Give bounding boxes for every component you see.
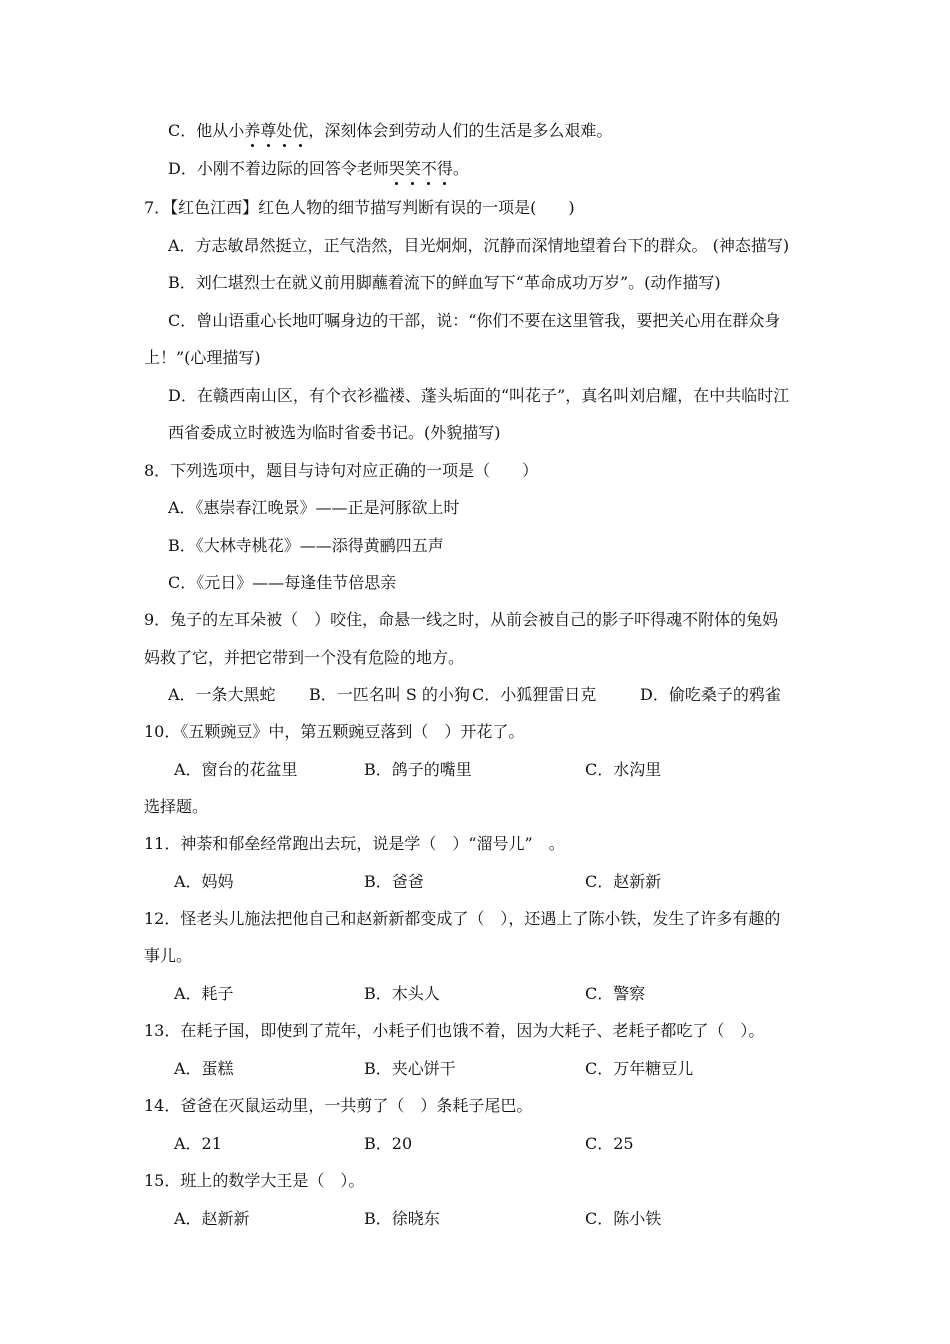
q9-options [0,685,950,705]
q14-stem: 14．爸爸在灭鼠运动里，一共剪了（ ）条耗子尾巴。 [144,1096,533,1115]
q10-option-a: A．窗台的花盆里 [174,760,298,779]
q9-stem-line2: 妈救了它，并把它带到一个没有危险的地方。 [144,648,465,667]
q14-options [0,1134,950,1154]
q15-option-a: A．赵新新 [174,1209,250,1228]
emphasis-char: 尊 [260,121,277,140]
q6-option-c-prefix: C．他从小 [168,121,245,140]
q8-option-b: B．《大林寺桃花》——添得黄鹂四五声 [168,536,444,555]
q8-option-c: C．《元日》——每逢佳节倍思亲 [168,573,397,592]
emphasis-char: 优 [292,121,309,140]
q6-option-d-suffix: 。 [452,159,469,178]
emphasis-char: 笑 [404,159,421,178]
q13-option-b: B．夹心饼干 [364,1059,456,1078]
q11-options [0,872,950,892]
q11-stem: 11．神荼和郁垒经常跑出去玩，说是学（ ）“溜号儿” 。 [144,834,565,853]
q13-option-a: A．蛋糕 [174,1059,234,1078]
q14-option-a: A．21 [174,1134,222,1153]
q7-option-c-line2: 上！”(心理描写) [144,348,261,367]
q11-option-a: A．妈妈 [174,872,234,891]
q9-stem-line1: 9．兔子的左耳朵被（ ）咬住，命悬一线之时，从前会被自己的影子吓得魂不附体的兔妈 [144,610,779,629]
q12-option-c: C．警察 [585,984,646,1003]
q7-option-d-line1: D．在赣西南山区，有个衣衫褴褛、蓬头垢面的“叫花子”，真名叫刘启耀，在中共临时江 [168,386,790,405]
q6-option-d [168,159,469,179]
q10-options [0,760,950,780]
q10-stem: 10．《五颗豌豆》中，第五颗豌豆落到（ ）开花了。 [144,722,525,741]
q10-option-b: B．鸽子的嘴里 [364,760,472,779]
q13-options [0,1059,950,1079]
q7-option-b: B．刘仁堪烈士在就义前用脚蘸着流下的鲜血写下“革命成功万岁”。(动作描写) [168,273,721,292]
q9-option-b: B．一匹名叫 S 的小狗 [309,685,470,704]
q6-option-c [168,121,612,141]
q10-option-c: C．水沟里 [585,760,662,779]
q12-stem-line2: 事儿。 [144,946,193,965]
q7-option-a: A．方志敏昂然挺立，正气浩然，目光炯炯，沉静而深情地望着台下的群众。 (神态描写) [168,236,790,255]
emphasis-char: 养 [244,121,261,140]
emphasis-char: 处 [276,121,293,140]
q9-option-c: C．小狐狸雷日克 [472,685,597,704]
q13-stem: 13．在耗子国，即使到了荒年，小耗子们也饿不着，因为大耗子、老耗子都吃了（ ）。 [144,1021,765,1040]
q8-option-a: A．《惠崇春江晚景》——正是河豚欲上时 [168,498,460,517]
section-title: 选择题。 [144,797,209,816]
q7-option-d-line2: 西省委成立时被选为临时省委书记。(外貌描写) [168,423,501,442]
q14-option-b: B．20 [364,1134,413,1153]
q12-option-a: A．耗子 [174,984,234,1003]
emphasis-char: 不 [420,159,437,178]
q7-option-c-line1: C．曾山语重心长地叮嘱身边的干部，说：“你们不要在这里管我，要把关心用在群众身 [168,311,781,330]
q9-option-d: D．偷吃桑子的鸦雀 [640,685,781,704]
q6-option-c-suffix: ，深刻体会到劳动人们的生活是多么艰难。 [308,121,613,140]
q7-stem: 7．【红色江西】红色人物的细节描写判断有误的一项是( ) [144,198,575,217]
q15-stem: 15．班上的数学大王是（ ）。 [144,1171,365,1190]
q9-option-a: A．一条大黑蛇 [168,685,276,704]
emphasis-char: 哭 [388,159,405,178]
q12-option-b: B．木头人 [364,984,440,1003]
q11-option-c: C．赵新新 [585,872,662,891]
q13-option-c: C．万年糖豆儿 [585,1059,694,1078]
q15-options [0,1209,950,1229]
q12-stem-line1: 12．怪老头儿施法把他自己和赵新新都变成了（ ），还遇上了陈小铁，发生了许多有趣的 [144,909,781,928]
emphasis-char: 得 [436,159,453,178]
q6-option-d-prefix: D．小刚不着边际的回答令老师 [168,159,389,178]
q14-option-c: C．25 [585,1134,634,1153]
q11-option-b: B．爸爸 [364,872,424,891]
q15-option-c: C．陈小铁 [585,1209,662,1228]
q15-option-b: B．徐晓东 [364,1209,440,1228]
q12-options [0,984,950,1004]
q8-stem: 8．下列选项中，题目与诗句对应正确的一项是（ ） [144,461,539,480]
